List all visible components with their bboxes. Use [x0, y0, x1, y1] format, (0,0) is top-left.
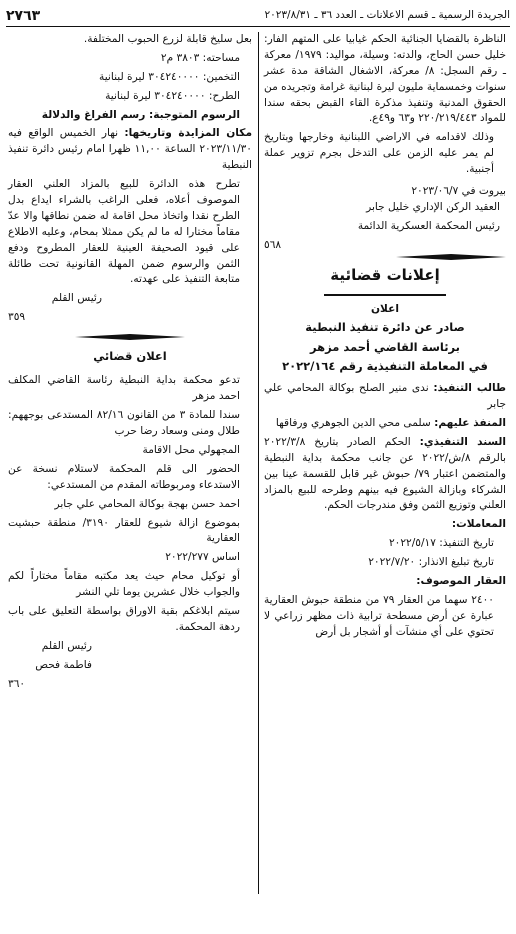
- clerk-name-2: فاطمة فحص: [35, 658, 92, 671]
- notice-date: تاريخ تبليغ الانذار: ٢٠٢٢/٧/٢٠: [368, 556, 494, 569]
- notice-p2: سندا للمادة ٣ من القانون ٨٢/١٦ المستدعى بوجههم: طلال ومنى وسعاد رضا حرب: [8, 409, 240, 438]
- applicant-row: [264, 381, 506, 413]
- notice-subtitle-2: برئاسة القاضي أحمد مزهر: [310, 339, 460, 354]
- place-date: بيروت في ٢٠٢٣/٠٦/٧: [411, 185, 506, 198]
- notice-p4: الحضور الى قلم المحكمة لاستلام نسخة عن الاستدعاء ومربوطاته المقدم من المستدعي:: [8, 462, 240, 491]
- notice-p8: أو توكيل محام حيث يعد مكتبه مقاماً مختاراً لكم والجواب خلال عشرين يوما تلي النشر: [8, 570, 240, 599]
- section-title: إعلانات قضائية: [330, 265, 440, 284]
- defendant-value: سلمى محي الدين الجوهري ورفاقها: [275, 417, 431, 429]
- notice-p7: اساس ٢٠٢٢/٢٧٧: [165, 551, 240, 564]
- section-underline: [324, 294, 446, 296]
- transactions-label: المعاملات:: [451, 518, 506, 531]
- property-area: مساحته: ٣٨٠٣ م٢: [160, 51, 240, 64]
- signer-title: رئيس المحكمة العسكرية الدائمة: [357, 219, 500, 232]
- execution-date: تاريخ التنفيذ: ٢٠٢٢/٥/١٧: [388, 537, 494, 550]
- right-column: [264, 32, 506, 926]
- notice-title: اعلان قضائي: [93, 349, 167, 364]
- auction-paragraph: تطرح هذه الدائرة للبيع بالمزاد العلني العقار الموصوف أعلاه، فعلى الراغب بالشراء ايداع بدل الطرح نقدا واتخاذ محل اقامة له ضمن نطاقها والا عدّ مقاماً مختارا له ما لم يكن ممثلا بمحام، وعليه الاطلاع على قيود الصحيفة العينية للعقار المطروح ودفع الثمن والرسوم ضمن المهلة القانونية تحت طائلة متابعة التنفيذ على عهدته.: [8, 178, 240, 286]
- notice-p1: تدعو محكمة بداية النبطية رئاسة القاضي المكلف احمد مزهر: [8, 374, 240, 403]
- notice-label: اعلان: [371, 302, 399, 315]
- property-description: ٢٤٠٠ سهما من العقار ٧٩ من منطقة حبوش العقارية عبارة عن أرض مسطحة ترابية ذات مظهر زراعي لا تحتوي على أي منشآت أو أشجار بل أرض: [264, 593, 494, 638]
- reference-number-1: ٣٥٩: [8, 311, 26, 324]
- page-number: ٢٧٦٣: [6, 7, 41, 24]
- notice-p6: بموضوع ازالة شيوع للعقار ٣١٩٠/ منطقة حبشيت العقارية: [8, 516, 240, 545]
- auction-value: نهار الخميس الواقع فيه ٢٠٢٣/١١/٣٠ الساعة ١١,٠٠ ظهرا امام رئيس دائرة تنفيذ النبطية: [8, 127, 252, 172]
- signer-name: العقيد الركن الإداري خليل جابر: [366, 200, 500, 213]
- reference-number-2: ٣٦٠: [8, 677, 26, 690]
- property-continuation: بعل سليخ قابلة لزرع الحبوب المختلفة.: [83, 33, 252, 45]
- notice-p5: احمد حسن بهجة بوكالة المحامي علي جابر: [54, 497, 240, 510]
- defendant-row: [264, 416, 506, 432]
- notice-p9: سيتم ابلاغكم بقية الاوراق بواسطة التعليق على باب ردهة المحكمة.: [8, 604, 240, 633]
- verdict-paragraph: الناظرة بالقضايا الجنائية الحكم غيابيا على المتهم الفار: خليل حسن الحاج، والدته: وسيلة، مواليد: ١٩٧٩/ معركة ـ رقم السجل: ٨/ معركة، الاشغال الشاقة مدة عشر سنوات وخمسماية مليون ليرة لبنانية غرامة وتجريده من الحقوق المدنية وتنفيذ مذكرة القاء القبض بحقه سندا للمواد ٢٢٠/٢١٩/٤٤٣ و٦٣ و٤٩ع.: [264, 33, 506, 125]
- fees-line: الرسوم المتوجبة: رسم الفراغ والدلالة: [41, 108, 240, 121]
- auction-row: [8, 126, 252, 174]
- separator-ornament: [75, 334, 185, 340]
- bond-label: السند التنفيذي:: [419, 435, 506, 448]
- property-estimate: التخمين: ٣٠٤٢٤٠٠٠٠ ليرة لبنانية: [99, 70, 240, 83]
- notice-p3: المجهولي محل الاقامة: [142, 443, 240, 456]
- left-column: [8, 32, 252, 926]
- column-divider: [258, 32, 259, 894]
- applicant-value: ندى منير الصلح بوكالة المحامي علي جابر: [264, 382, 506, 411]
- clerk-signature-1: رئيس القلم: [51, 292, 102, 305]
- page-header: [6, 6, 510, 27]
- reference-number: ٥٦٨: [264, 238, 282, 251]
- property-offer: الطرح: ٣٠٤٢٤٠٠٠٠ ليرة لبنانية: [105, 89, 240, 102]
- bond-row: [264, 435, 506, 514]
- notice-subtitle-3: في المعاملة التنفيذية رقم ٢٠٢٢/١٦٤: [282, 358, 488, 373]
- notice-subtitle-1: صادر عن دائرة تنفيذ النبطية: [305, 320, 465, 335]
- applicant-label: طالب التنفيذ:: [433, 382, 506, 395]
- verdict-reason-paragraph: وذلك لاقدامه في الاراضي اللبنانية وخارجها وبتاريخ لم يمر عليه الزمن على التدخل بجرم تزوير عملة أجنبية.: [264, 131, 494, 176]
- property-label: العقار الموصوف:: [416, 575, 506, 588]
- auction-label: مكان المزايدة وتاريخها:: [124, 127, 253, 140]
- defendant-label: المنفذ عليهم:: [434, 417, 506, 429]
- bond-value: الحكم الصادر بتاريخ ٢٠٢٢/٣/٨ بالرقم ٨/ش/٢٠٢٢ عن جانب محكمة بداية النبطية والمتضمن اعتبار ٧٩/ حبوش غير قابل للقسمة عينا بين الشركاء وبازالة الشيوع فيه بينهم وطرحه للبيع بالمزاد العلني وتوزيع الثمن وفق مندرجات الحكم.: [264, 435, 507, 512]
- header-title: الجريدة الرسمية ـ قسم الاعلانات ـ العدد ٣٦ ـ ٢٠٢٣/٨/٣١: [264, 9, 510, 22]
- clerk-signature-2: رئيس القلم: [41, 639, 92, 652]
